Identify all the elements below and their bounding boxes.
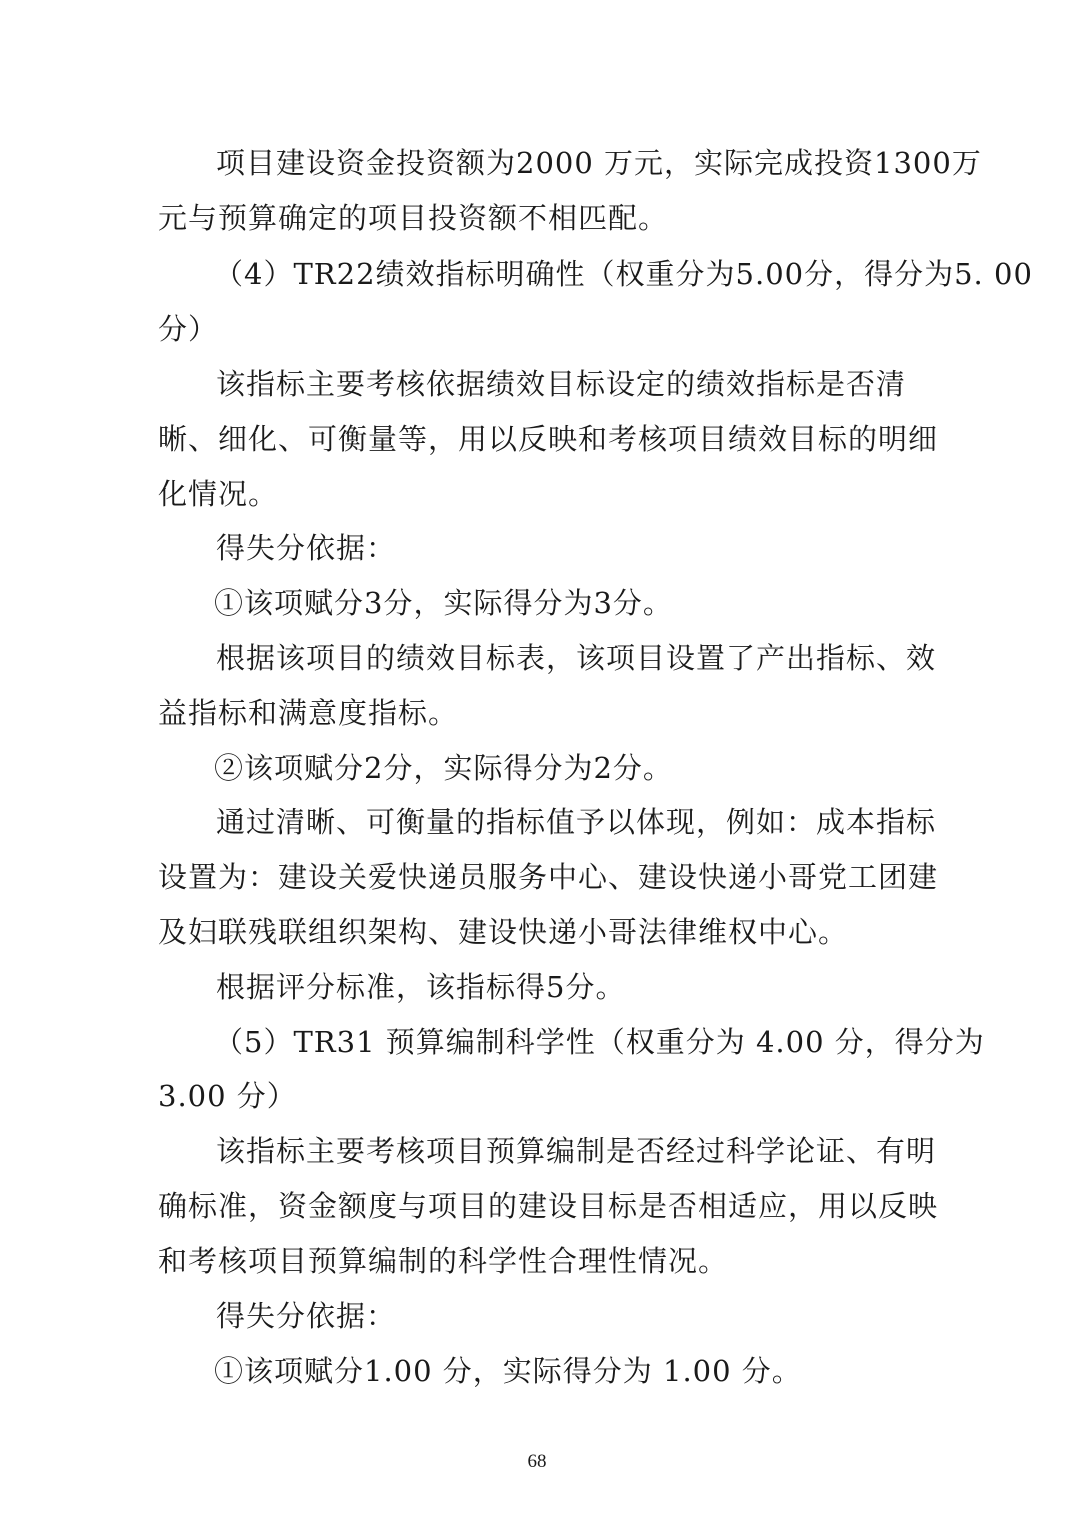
section-heading-5-cont: 3.00 分） [158,1079,297,1113]
paragraph-line: 元与预算确定的项目投资额不相匹配。 [158,201,669,235]
paragraph-line: 和考核项目预算编制的科学性合理性情况。 [158,1244,729,1278]
paragraph-line: 益指标和满意度指标。 [158,696,459,730]
paragraph-line: 根据评分标准，该指标得5分。 [216,970,626,1004]
page-number: 68 [527,1451,547,1472]
paragraph-line: 该指标主要考核依据绩效目标设定的绩效指标是否清 [216,367,907,401]
score-item-2: ②该项赋分2分，实际得分为2分。 [214,751,673,785]
score-item-1: ①该项赋分1.00 分，实际得分为 1.00 分。 [214,1354,802,1388]
paragraph-line: 根据该项目的绩效目标表，该项目设置了产出指标、效 [216,641,937,675]
basis-heading: 得失分依据： [216,1299,397,1333]
paragraph-line: 晰、细化、可衡量等，用以反映和考核项目绩效目标的明细 [158,422,939,456]
paragraph-line: 化情况。 [158,477,279,511]
paragraph-line: 及妇联残联组织架构、建设快递小哥法律维权中心。 [158,915,849,949]
basis-heading: 得失分依据： [216,531,397,565]
section-heading-4-cont: 分） [158,312,219,346]
score-item-1: ①该项赋分3分，实际得分为3分。 [214,586,673,620]
paragraph-line: 项目建设资金投资额为2000 万元，实际完成投资1300万 [216,146,982,180]
paragraph-line: 通过清晰、可衡量的指标值予以体现，例如：成本指标 [216,805,937,839]
paragraph-line: 确标准，资金额度与项目的建设目标是否相适应，用以反映 [158,1189,939,1223]
section-heading-4: （4）TR22绩效指标明确性（权重分为5.00分，得分为5. 00 [214,257,1033,291]
section-heading-5: （5）TR31 预算编制科学性（权重分为 4.00 分，得分为 [214,1025,985,1059]
paragraph-line: 该指标主要考核项目预算编制是否经过科学论证、有明 [216,1134,937,1168]
paragraph-line: 设置为：建设关爱快递员服务中心、建设快递小哥党工团建 [158,860,939,894]
